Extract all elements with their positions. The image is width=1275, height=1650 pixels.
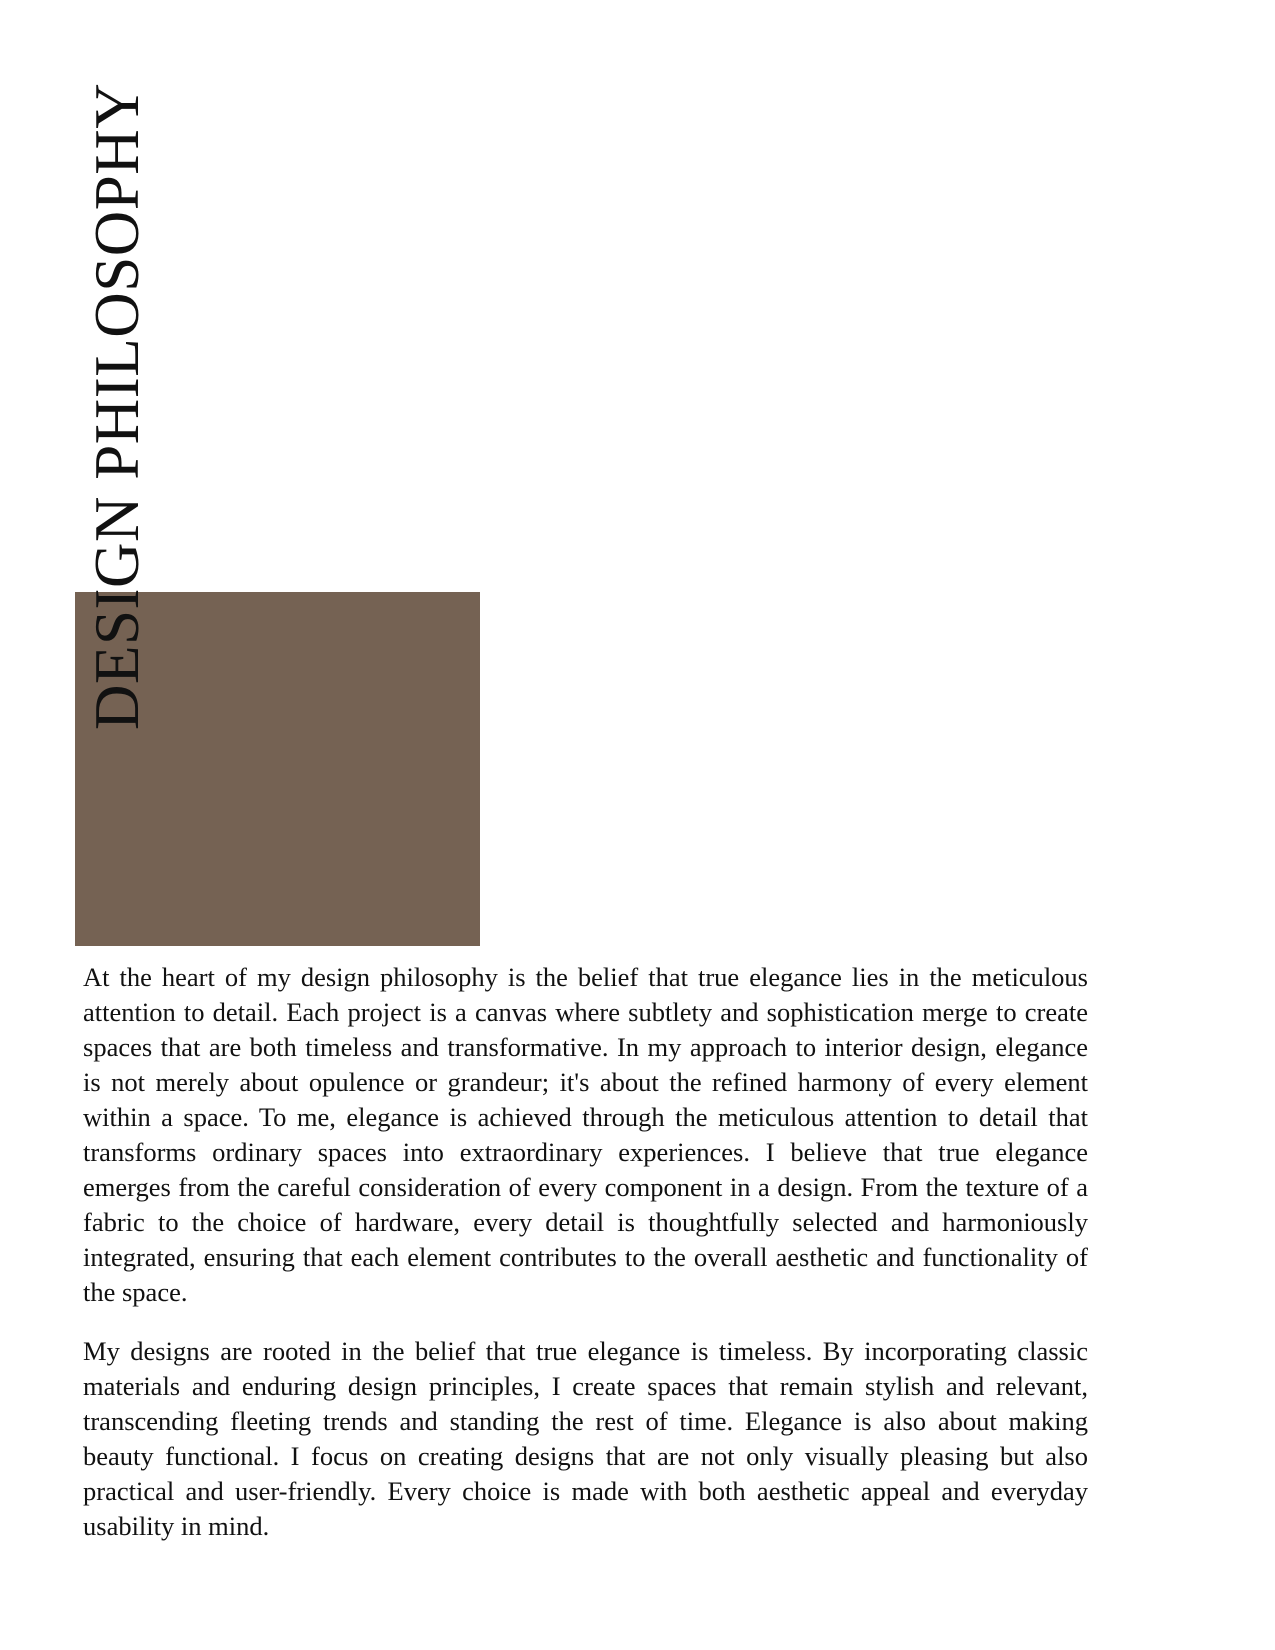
page-title: DESIGN PHILOSOPHY: [82, 82, 152, 730]
paragraph-1: At the heart of my design philosophy is the belief that true elegance lies in the meticulous attention to detail. Each project is a canvas where subtlety and sophistication merge to create spaces that are both timeless and transformative. In my approach to interior design, elegance is not merely about opulence or grandeur; it's about the refined harmony of every element within a space. To me, elegance is achieved through the meticulous attention to detail that transforms ordinary spaces into extraordinary experiences. I believe that true elegance emerges from the careful consideration of every component in a design. From the texture of a fabric to the choice of hardware, every detail is thoughtfully selected and harmoniously integrated, ensuring that each element contributes to the overall aesthetic and functionality of the space.: [83, 962, 1088, 1307]
body-text: [83, 960, 1088, 1568]
paragraph-2: My designs are rooted in the belief that true elegance is timeless. By incorporating classic materials and enduring design principles, I create spaces that remain stylish and relevant, transcending fleeting trends and standing the rest of time. Elegance is also about making beauty functional. I focus on creating designs that are not only visually pleasing but also practical and user-friendly. Every choice is made with both aesthetic appeal and everyday usability in mind.: [83, 1336, 1088, 1541]
